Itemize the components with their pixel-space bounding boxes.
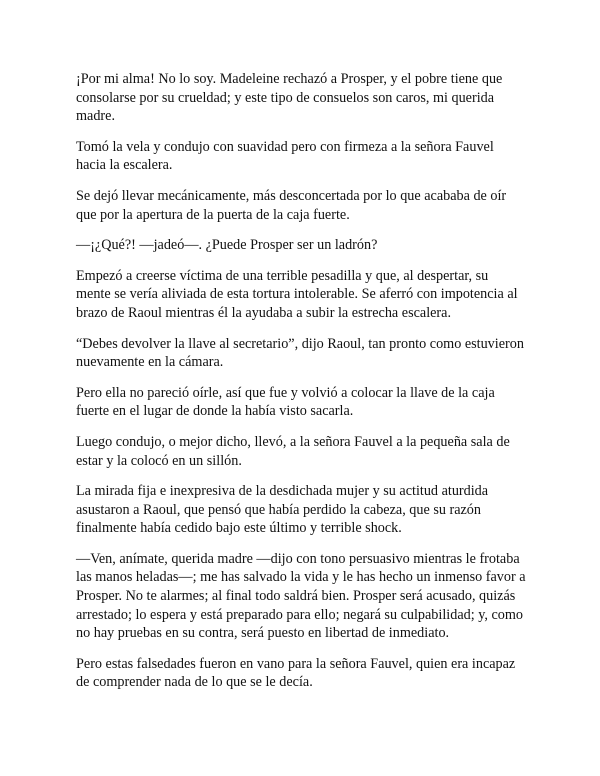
document-page — [76, 70, 526, 704]
paragraph-2: Tomó la vela y condujo con suavidad pero con firmeza a la señora Fauvel hacia la escalera. — [76, 138, 494, 174]
paragraph-5: Empezó a creerse víctima de una terrible pesadilla y que, al despertar, su mente se vería aliviada de esta tortura intolerable. Se aferró con impotencia al brazo de Raoul mientras él la ayudaba a subir la estrecha escalera. — [76, 267, 518, 321]
paragraph-6: “Debes devolver la llave al secretario”, dijo Raoul, tan pronto como estuvieron nuevamente en la cámara. — [76, 335, 524, 371]
paragraph-11: Pero estas falsedades fueron en vano para la señora Fauvel, quien era incapaz de comprender nada de lo que se le decía. — [76, 655, 516, 691]
paragraph-8: Luego condujo, o mejor dicho, llevó, a la señora Fauvel a la pequeña sala de estar y la colocó en un sillón. — [76, 433, 510, 469]
paragraph-3: Se dejó llevar mecánicamente, más desconcertada por lo que acababa de oír que por la apertura de la puerta de la caja fuerte. — [76, 187, 507, 223]
paragraph-1: ¡Por mi alma! No lo soy. Madeleine rechazó a Prosper, y el pobre tiene que consolarse por su crueldad; y este tipo de consuelos son caros, mi querida madre. — [76, 71, 503, 125]
paragraph-4: —¡¿Qué?! —jadeó—. ¿Puede Prosper ser un ladrón? — [76, 237, 378, 254]
paragraph-9: La mirada fija e inexpresiva de la desdichada mujer y su actitud aturdida asustaron a Raoul, que pensó que había perdido la cabeza, que su razón finalmente había cedido bajo este último y terrible shock. — [76, 483, 489, 537]
paragraph-7: Pero ella no pareció oírle, así que fue y volvió a colocar la llave de la caja fuerte en el lugar de donde la había visto sacarla. — [76, 384, 495, 420]
paragraph-10: —Ven, anímate, querida madre —dijo con tono persuasivo mientras le frotaba las manos heladas—; me has salvado la vida y le has hecho un inmenso favor a Prosper. No te alarmes; al final todo saldrá bien. Prosper será acusado, quizás arrestado; lo espera y está preparado para ello; negará su culpabilidad; y, como no hay pruebas en su contra, será puesto en libertad de inmediato. — [76, 550, 526, 642]
